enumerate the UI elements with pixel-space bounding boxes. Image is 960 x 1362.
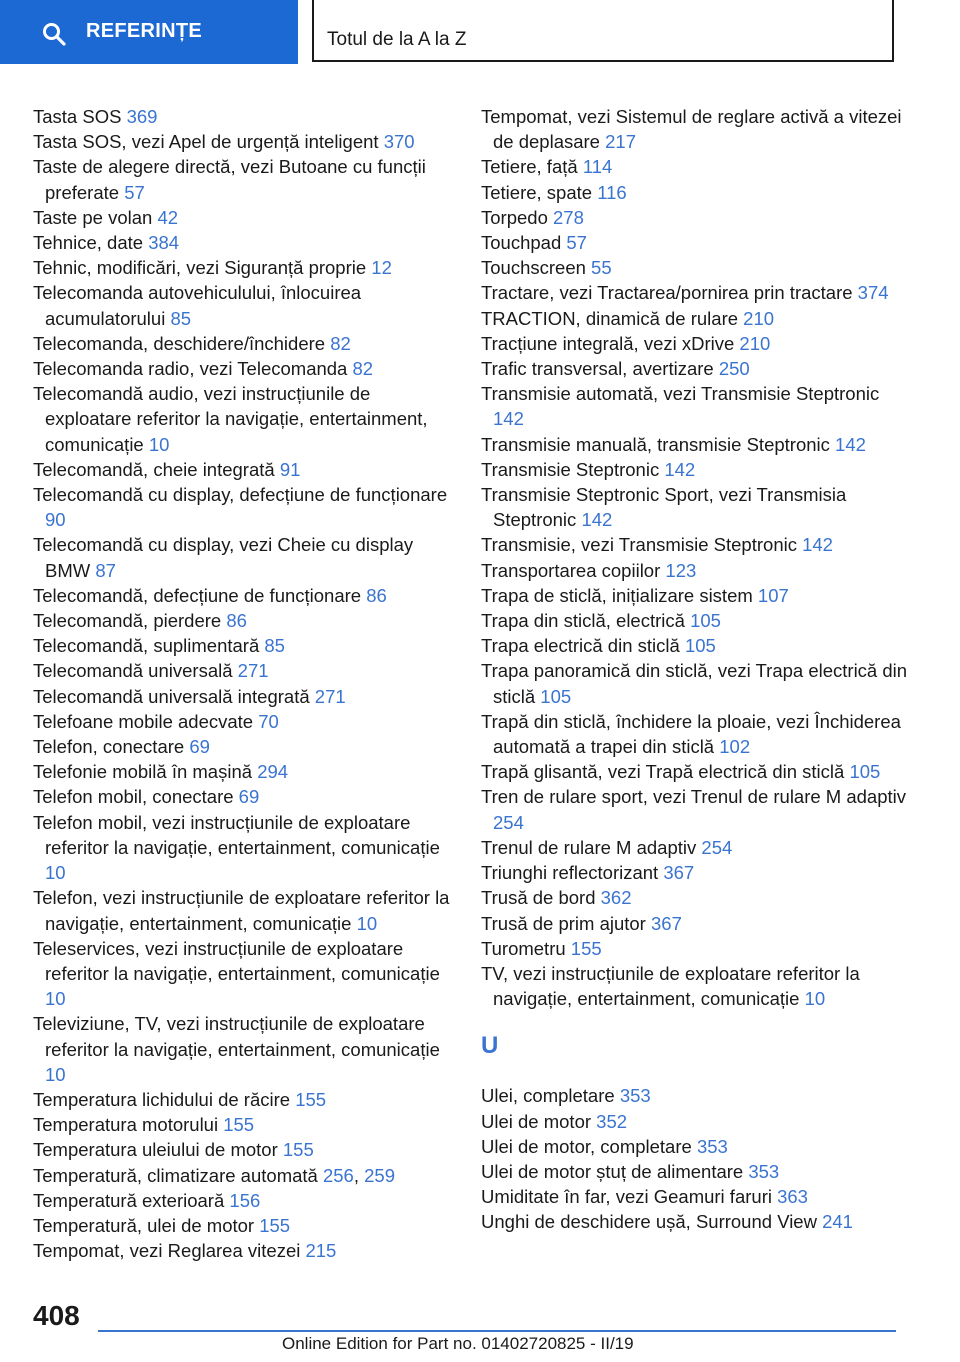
index-entry: [33, 356, 453, 381]
entry-text: Tractare, vezi Tractarea/pornirea prin tractare: [481, 282, 858, 304]
entry-text: Tempomat, vezi Sistemul de reglare activă a vitezei de deplasare: [481, 106, 902, 153]
page-link[interactable]: 69: [238, 786, 260, 808]
page-link[interactable]: 105: [849, 761, 881, 783]
page-link[interactable]: 86: [366, 584, 387, 606]
page-link[interactable]: 278: [553, 206, 584, 228]
page-link[interactable]: 142: [581, 509, 613, 531]
index-entry: [481, 532, 911, 557]
page-link[interactable]: 82: [352, 358, 374, 380]
search-icon: [42, 22, 66, 46]
index-entry: [33, 633, 453, 658]
index-entry: [481, 104, 911, 154]
entry-text: Tehnice, date: [33, 232, 149, 254]
edition-text: Online Edition for Part no. 01402720825 - II/19: [282, 1334, 634, 1353]
index-entry: [33, 936, 453, 1012]
page-link[interactable]: 57: [124, 181, 145, 203]
entry-text: Telecomandă, pierdere: [33, 610, 227, 632]
page-link[interactable]: 256: [322, 1164, 354, 1186]
index-entry: [481, 1083, 911, 1108]
index-entry: [33, 1137, 453, 1162]
page-link[interactable]: 142: [835, 433, 866, 455]
page-link[interactable]: 10: [148, 433, 170, 455]
index-entry: [33, 885, 453, 935]
section-letter: U: [481, 1032, 499, 1060]
index-entry: [481, 1109, 911, 1134]
entry-text: Tasta SOS, vezi Apel de urgență inteligent: [33, 131, 384, 153]
index-entry: [481, 280, 911, 305]
page-link[interactable]: 367: [663, 862, 695, 884]
index-entry: [481, 911, 911, 936]
page-link[interactable]: 90: [45, 509, 66, 531]
page-link[interactable]: 91: [279, 458, 301, 480]
page-link[interactable]: 210: [739, 332, 771, 354]
index-entry: [33, 1087, 453, 1112]
page-number: 408: [33, 1300, 80, 1331]
page-link[interactable]: 42: [157, 206, 179, 228]
page-link[interactable]: 215: [305, 1240, 337, 1262]
index-entry: [481, 608, 911, 633]
entry-text: Telecomandă cu display, defecțiune de funcționare: [33, 484, 448, 506]
index-entry: [481, 709, 911, 759]
page-link[interactable]: 142: [664, 458, 696, 480]
page-link[interactable]: 10: [804, 988, 826, 1010]
entry-text: Telecomandă universală: [33, 660, 238, 682]
tab-label: REFERINȚE: [86, 20, 203, 42]
index-entry: [481, 1209, 911, 1234]
index-entry: [33, 381, 453, 457]
page-link[interactable]: 107: [757, 584, 789, 606]
entry-text: Temperatură, ulei de motor: [33, 1214, 260, 1236]
index-entry: [33, 1213, 453, 1238]
index-entry: Temperatură, climatizare automată 256, 259: [33, 1164, 395, 1186]
index-entry: [33, 205, 453, 230]
page-link[interactable]: 155: [570, 937, 602, 959]
entry-text: Ulei de motor: [481, 1110, 597, 1132]
index-entry: [481, 558, 911, 583]
entry-text: Tempomat, vezi Reglarea vitezei: [33, 1240, 306, 1262]
index-entry: [481, 936, 911, 961]
page-link[interactable]: 10: [356, 912, 378, 934]
entry-text: Ulei de motor, completare: [481, 1135, 697, 1157]
index-entry: [481, 658, 911, 708]
entry-text: TRACTION, dinamică de rulare: [481, 307, 744, 329]
page-link[interactable]: 10: [45, 1063, 66, 1085]
entry-text: Trapă din sticlă, închidere la ploaie, vezi Închiderea automată a trapei din sticlă: [481, 710, 901, 758]
index-entry: [33, 457, 453, 482]
entry-text: Touchpad: [481, 232, 567, 254]
entry-text: Tasta SOS: [33, 106, 127, 127]
index-entry: [481, 154, 911, 179]
entry-text: Transportarea copiilor: [481, 559, 666, 581]
page-link[interactable]: 294: [257, 761, 289, 783]
entry-text: Tracțiune integrală, vezi xDrive: [481, 332, 740, 354]
page-link[interactable]: 363: [777, 1186, 808, 1208]
index-entry: [481, 759, 911, 784]
entry-text: Taste de alegere directă, vezi Butoane cu funcții preferate: [33, 156, 426, 203]
entry-text: Telecomandă, suplimentară: [33, 635, 265, 657]
index-entry: [481, 331, 911, 356]
index-entry: [481, 255, 911, 280]
index-entry: [481, 230, 911, 255]
page-link[interactable]: 254: [493, 811, 524, 833]
page-link[interactable]: 86: [226, 610, 247, 632]
page-link[interactable]: 155: [295, 1088, 327, 1110]
page-link[interactable]: 156: [229, 1189, 261, 1211]
index-entry: [33, 1238, 453, 1263]
page-link[interactable]: 241: [822, 1211, 853, 1233]
page-link[interactable]: 102: [719, 736, 751, 758]
page-link[interactable]: 87: [95, 559, 116, 581]
index-entry: [481, 381, 911, 431]
index-entry: [33, 154, 453, 204]
footer-divider: [98, 1330, 896, 1332]
page-link[interactable]: 105: [684, 635, 716, 657]
page-link[interactable]: 69: [189, 736, 210, 758]
index-entry: [481, 784, 911, 834]
page-link[interactable]: 10: [45, 862, 66, 884]
index-entry: [33, 482, 453, 532]
entry-text: Tren de rulare sport, vezi Trenul de rulare M adaptiv: [481, 786, 907, 808]
index-entry: [481, 583, 911, 608]
index-entry: [33, 583, 453, 608]
index-entry: [481, 633, 911, 658]
page-link[interactable]: 384: [148, 232, 180, 254]
entry-text: Trapă glisantă, vezi Trapă electrică din sticlă: [481, 761, 850, 783]
page-link[interactable]: 369: [126, 106, 158, 127]
entry-text: Transmisie manuală, transmisie Steptronic: [481, 433, 836, 455]
page-link[interactable]: 271: [314, 685, 346, 707]
entry-text: Telefon mobil, conectare: [33, 786, 239, 808]
index-entry: [481, 457, 911, 482]
entry-text: Trenul de rulare M adaptiv: [481, 836, 702, 858]
index-entry: [33, 104, 453, 129]
page-link[interactable]: 259: [364, 1164, 395, 1186]
index-entry: [481, 885, 911, 910]
index-entry: [33, 331, 453, 356]
index-entry: [481, 860, 911, 885]
entry-text: Trapa din sticlă, electrică: [481, 610, 691, 632]
entry-text: Trapa panoramică din sticlă, vezi Trapa electrică din sticlă: [481, 660, 908, 707]
entry-text: Telecomanda, deschidere/închidere: [33, 332, 331, 354]
entry-text: Trapa electrică din sticlă: [481, 635, 685, 657]
page-link[interactable]: 10: [45, 988, 66, 1010]
entry-text: Temperatura lichidului de răcire: [33, 1088, 296, 1110]
index-entry: [33, 1112, 453, 1137]
page-link[interactable]: 353: [748, 1160, 780, 1182]
index-entry: [481, 356, 911, 381]
page-link[interactable]: 85: [170, 307, 192, 329]
entry-text: TV, vezi instrucțiunile de exploatare referitor la navigație, entertainment, comunicație: [481, 962, 860, 1010]
index-entry: [33, 230, 453, 255]
page-link[interactable]: 82: [330, 332, 351, 354]
entry-text: Taste pe volan: [33, 206, 158, 228]
entry-text: Trusă de bord: [481, 887, 601, 909]
index-entry: [33, 658, 453, 683]
entry-text: Telecomandă, defecțiune de funcționare: [33, 584, 367, 606]
page-link[interactable]: 55: [591, 257, 612, 279]
page-link[interactable]: 362: [600, 887, 632, 909]
index-column-right: [481, 104, 911, 1235]
entry-text: Telecomandă cu display, vezi Cheie cu display BMW: [33, 534, 414, 581]
entry-text: Telecomanda autovehiculului, înlocuirea acumulatorului: [33, 282, 362, 329]
entry-text: Transmisie, vezi Transmisie Steptronic: [481, 534, 803, 556]
entry-text: Telecomanda radio, vezi Telecomanda: [33, 358, 353, 380]
index-entry: [481, 180, 911, 205]
entry-text: Transmisie Steptronic Sport, vezi Transmisia Steptronic: [481, 484, 847, 531]
index-entry: [481, 1134, 911, 1159]
page-link[interactable]: 250: [718, 358, 750, 380]
entry-text: Tetiere, spate: [481, 181, 598, 203]
entry-text: Trusă de prim ajutor: [481, 912, 651, 934]
page-link[interactable]: 155: [223, 1114, 255, 1136]
entry-text: Transmisie automată, vezi Transmisie Steptronic: [481, 383, 880, 405]
page-link[interactable]: 217: [605, 131, 636, 153]
entry-text: Transmisie Steptronic: [481, 458, 665, 480]
entry-text: Triunghi reflectorizant: [481, 862, 664, 884]
index-entry: [33, 532, 453, 582]
entry-text: Telefonie mobilă în mașină: [33, 761, 258, 783]
entry-text: Telefoane mobile adecvate: [33, 710, 259, 732]
entry-text: Temperatură exterioară: [33, 1189, 230, 1211]
index-entry: [33, 129, 453, 154]
page-link[interactable]: 271: [237, 660, 269, 682]
index-entry: [33, 734, 453, 759]
entry-text: Temperatura motorului: [33, 1114, 224, 1136]
page-link[interactable]: 353: [696, 1135, 728, 1157]
entry-text: Telecomandă, cheie integrată: [33, 458, 280, 480]
index-entry: [481, 835, 911, 860]
index-entry: [33, 684, 453, 709]
references-tab[interactable]: [0, 0, 298, 64]
index-entry: [33, 1011, 453, 1087]
page-link[interactable]: 142: [802, 534, 833, 556]
index-entry: [33, 280, 453, 330]
page-link[interactable]: 254: [701, 836, 733, 858]
entry-text: Torpedo: [481, 206, 553, 228]
page-link[interactable]: 142: [493, 408, 524, 430]
entry-text: Televiziune, TV, vezi instrucțiunile de exploatare referitor la navigație, entertainment, comunicație: [33, 1013, 440, 1060]
entry-text: Telecomandă universală integrată: [33, 685, 315, 707]
entry-text: Unghi de deschidere ușă, Surround View: [481, 1211, 823, 1233]
page-link[interactable]: 105: [690, 610, 721, 632]
index-entry: [481, 1184, 911, 1209]
page-link[interactable]: 155: [282, 1139, 314, 1161]
entry-text: Trafic transversal, avertizare: [481, 358, 719, 380]
entry-text: Temperatură, climatizare automată: [33, 1164, 323, 1186]
index-entry: [33, 759, 453, 784]
page-link[interactable]: 85: [264, 635, 285, 657]
page-link[interactable]: 210: [743, 307, 775, 329]
entry-text: Ulei de motor ștuț de alimentare: [481, 1160, 749, 1182]
section-title: Totul de la A la Z: [327, 29, 467, 50]
page-link[interactable]: 352: [596, 1110, 628, 1132]
entry-text: Tetiere, față: [481, 156, 583, 178]
section-header: [312, 0, 894, 62]
entry-text: Telefon, conectare: [33, 736, 190, 758]
page-link[interactable]: 12: [371, 257, 392, 279]
page-link[interactable]: 370: [383, 131, 415, 153]
page-link[interactable]: 353: [619, 1085, 651, 1107]
index-entry: [481, 432, 911, 457]
index-entry: [481, 482, 911, 532]
index-entry: [33, 810, 453, 886]
entry-text: Telefon, vezi instrucțiunile de exploatare referitor la navigație, entertainment, comunicație: [33, 887, 450, 934]
entry-text: Ulei, completare: [481, 1085, 620, 1107]
entry-text: Teleservices, vezi instrucțiunile de exploatare referitor la navigație, entertainment, comunicație: [33, 937, 440, 984]
page-link[interactable]: 123: [665, 559, 697, 581]
page-link[interactable]: 374: [857, 282, 889, 304]
entry-text: Telefon mobil, vezi instrucțiunile de exploatare referitor la navigație, entertainment, comunicație: [33, 811, 440, 858]
index-entry: [33, 255, 453, 280]
page-link[interactable]: 367: [651, 912, 682, 934]
entry-text: Umiditate în far, vezi Geamuri faruri: [481, 1186, 778, 1208]
index-entry: [481, 961, 911, 1011]
index-entry: [33, 784, 453, 809]
page-link[interactable]: 116: [597, 181, 627, 203]
entry-text: Temperatura uleiului de motor: [33, 1139, 283, 1161]
index-entry: [481, 205, 911, 230]
entry-text: Tehnic, modificări, vezi Siguranță proprie: [33, 257, 372, 279]
page-link[interactable]: 114: [582, 156, 613, 178]
index-entry: [33, 709, 453, 734]
page-link[interactable]: 155: [259, 1214, 291, 1236]
page-link[interactable]: 105: [540, 685, 572, 707]
index-entry: [481, 306, 911, 331]
page-link[interactable]: 70: [258, 710, 279, 732]
entry-text: Trapa de sticlă, inițializare sistem: [481, 584, 758, 606]
index-entry: [33, 608, 453, 633]
page-link[interactable]: 57: [566, 232, 587, 254]
index-column-left: [33, 104, 453, 1263]
entry-text: Touchscreen: [481, 257, 592, 279]
entry-text: Turometru: [481, 937, 571, 959]
index-entry: [481, 1159, 911, 1184]
entry-text: Telecomandă audio, vezi instrucțiunile de exploatare referitor la navigație, entertainment, comunicație: [33, 383, 428, 455]
index-entry: [33, 1188, 453, 1213]
